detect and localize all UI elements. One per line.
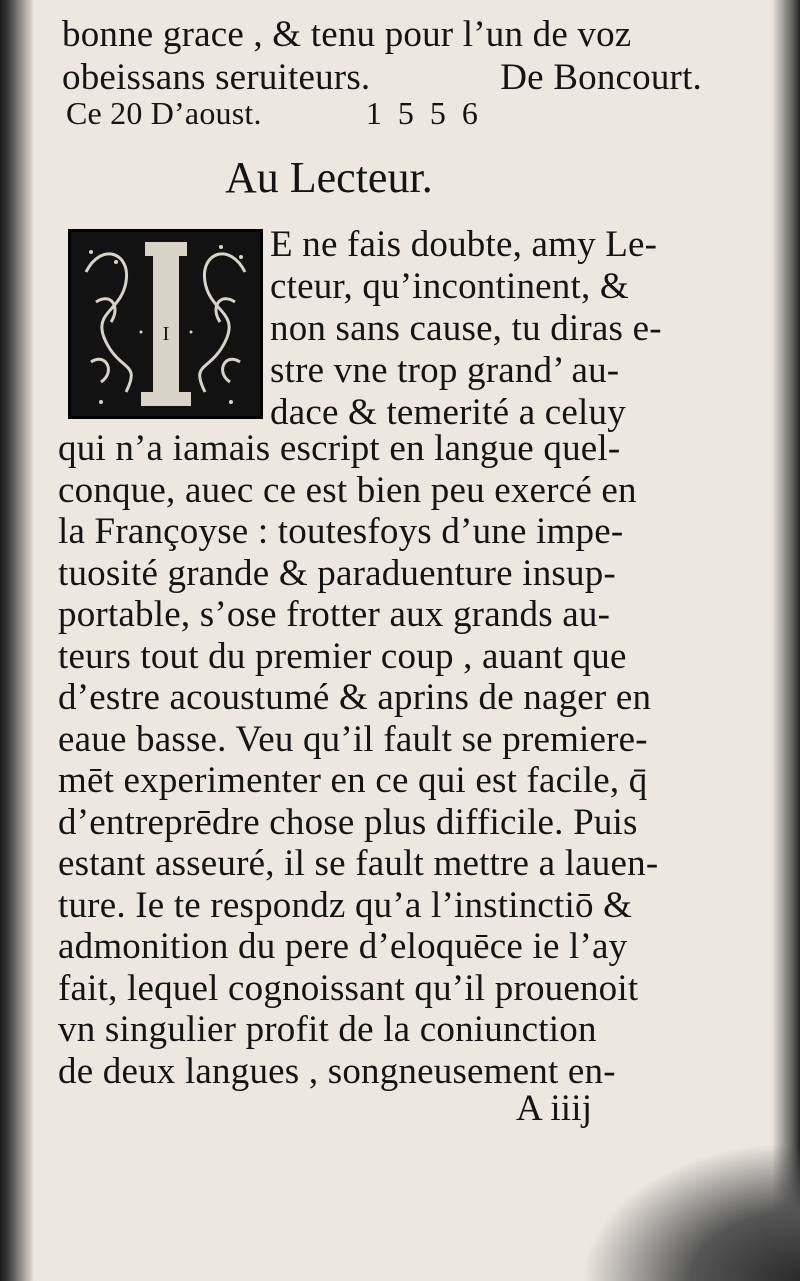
- date-line: [66, 95, 482, 132]
- date-year: 1 5 5 6: [365, 95, 482, 131]
- body-line: admonition du pere d’eloquēce ie l’ay: [58, 926, 628, 967]
- body-line: ture. Ie te respondz qu’a l’instinctiō &: [58, 884, 633, 926]
- body-line: teurs tout du premier coup , auant que: [58, 635, 627, 677]
- body-line: stre vne trop grand’ au-: [270, 350, 620, 391]
- body-line: mēt experimenter en ce qui est facile, q̄: [58, 760, 648, 801]
- signature-mark: A iiij: [516, 1088, 593, 1129]
- closing-salutation: obeissans seruiteurs.: [62, 57, 371, 98]
- header-line-1-text: bonne grace , & tenu pour l’un de voz: [62, 14, 632, 55]
- body-line: la Françoyse : toutesfoys d’une impe-: [58, 511, 624, 552]
- body-line: vn singulier profit de la coniunction: [58, 1009, 597, 1050]
- floral-ornament-icon: [71, 232, 260, 416]
- body-line: d’entreprēdre chose plus difficile. Puis: [58, 801, 638, 843]
- body-line: qui n’a iamais escript en langue quel-: [58, 428, 621, 469]
- body-line: cteur, qu’incontinent, &: [270, 266, 629, 307]
- body-line: fait, lequel cognoissant qu’il prouenoit: [58, 967, 639, 1009]
- body-line: eaue basse. Veu qu’il fault se premiere-: [58, 718, 648, 760]
- page-title: Au Lecteur.: [225, 153, 433, 202]
- body-line: conque, auec ce est bien peu exercé en: [58, 469, 637, 511]
- header-line-1: [62, 13, 702, 56]
- body-line: portable, s’ose frotter aux grands au-: [58, 594, 611, 635]
- body-line: non sans cause, tu diras e-: [270, 308, 662, 349]
- date-text: Ce 20 D’aoust.: [66, 95, 262, 131]
- drop-cap-letter: I: [162, 323, 170, 345]
- header-line-2: [62, 56, 702, 99]
- body-line: tuosité grande & paraduenture insup-: [58, 552, 616, 594]
- body-line: estant asseuré, il se fault mettre a lauen-: [58, 843, 659, 884]
- body-line: dace & temerité a celuy: [270, 392, 626, 433]
- drop-cap-ornament: [68, 229, 263, 419]
- scan-shadow-left: [0, 0, 34, 1281]
- scan-shadow-right: [772, 0, 800, 1281]
- author-signature: De Boncourt.: [500, 57, 702, 98]
- body-line: de deux langues , songneusement en-: [58, 1050, 616, 1092]
- page-corner-shadow: [580, 1141, 800, 1281]
- body-line: d’estre acoustumé & aprins de nager en: [58, 677, 652, 718]
- body-line: E ne fais doubte, amy Le-: [270, 224, 658, 265]
